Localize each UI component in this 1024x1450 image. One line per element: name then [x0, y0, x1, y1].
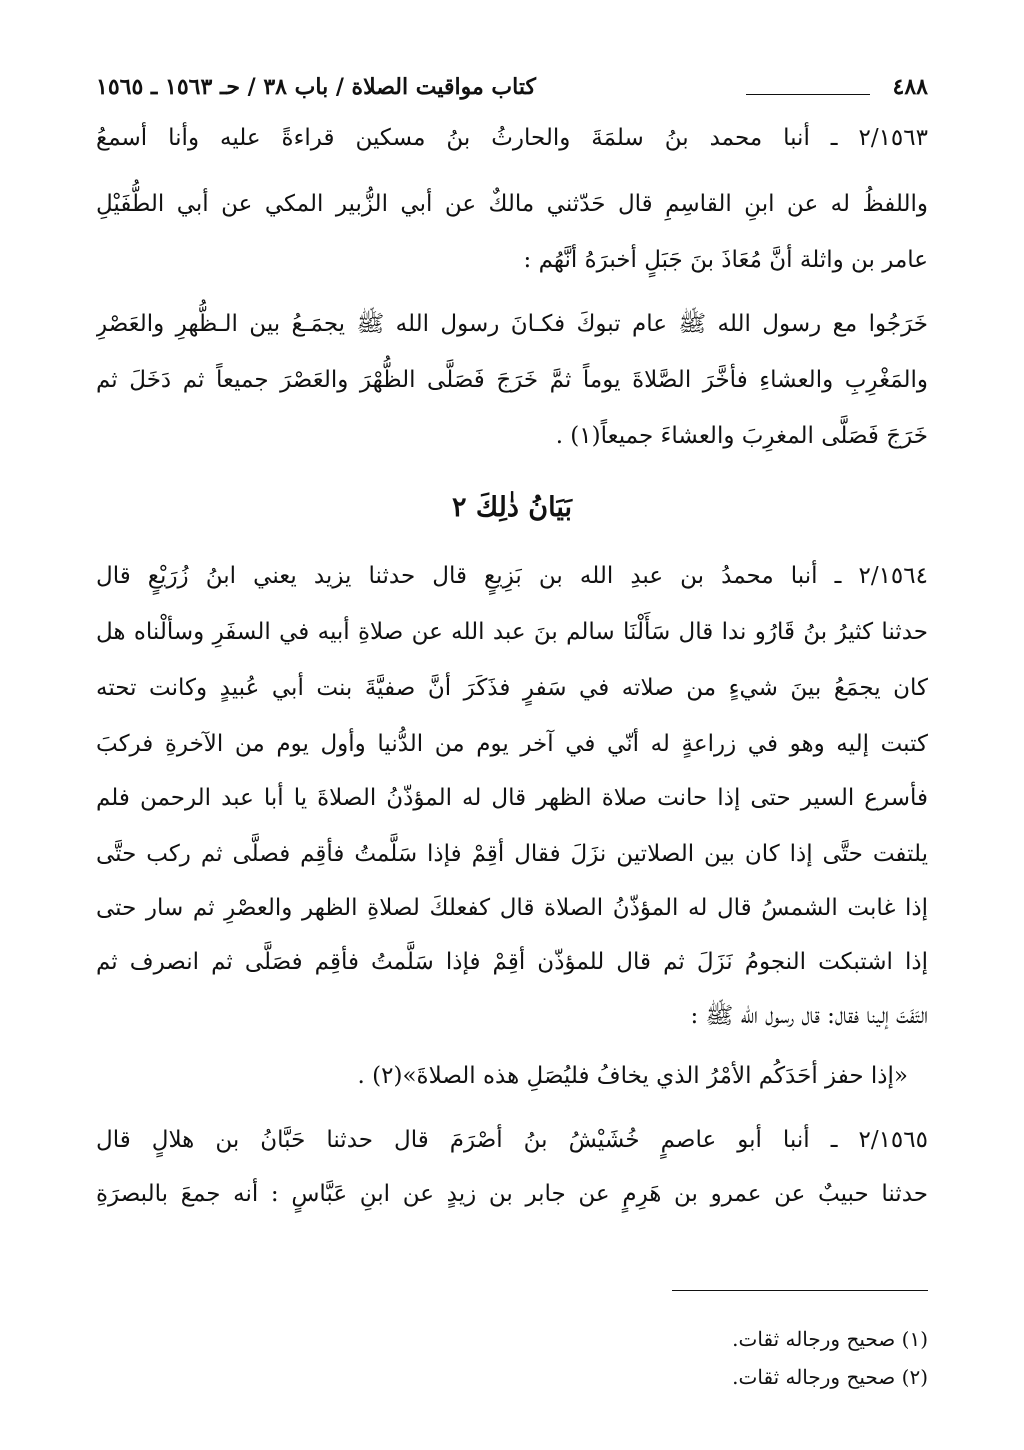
text-line: التَفَتَ إلينا فقال: قال رسول الله ﷺ : [690, 1003, 928, 1029]
text-line: ٢/١٥٦٤ ـ أنبا محمدُ بن عبدِ الله بن بَزِيعٍ قال حدثنا يزيد يعني ابنُ زُرَيْعٍ قال [96, 563, 928, 589]
footnote: (١) صحيح ورجاله ثقات. [732, 1327, 928, 1351]
text-line: عامر بن واثلة أنَّ مُعَاذَ بنَ جَبَلٍ أخبرَهُ أنَّهُم : [523, 247, 928, 273]
text-line: والمَغْرِبِ والعشاءِ فأخَّرَ الصَّلاةَ يوماً ثمَّ خَرَجَ فَصَلَّى الظُّهْرَ والعَصْرَ جميعاً ثم دَخَلَ ثم [96, 367, 928, 393]
text-line: ٢/١٥٦٣ ـ أنبا محمد بنُ سلمَةَ والحارثُ بنُ مسكين قراءةً عليه وأنا أسمعُ [96, 125, 928, 151]
text-line: حدثنا كثيرُ بنُ قَارُو ندا قال سَأَلْنَا سالم بنَ عبد الله عن صلاةِ أبيه في السفَرِ وسألْناه هل [96, 619, 928, 645]
header-rule [746, 94, 870, 95]
text-line: حدثنا حبيبٌ عن عمرو بن هَرِمٍ عن جابر بن زيدٍ عن ابنِ عَبَّاسٍ : أنه جمعَ بالبصرَةِ [96, 1181, 928, 1207]
footnote: (٢) صحيح ورجاله ثقات. [732, 1365, 928, 1389]
text-line: ٢/١٥٦٥ ـ أنبا أبو عاصمٍ خُشَيْشُ بنُ أصْرَمَ قال حدثنا حَبَّانُ بن هلالٍ قال [96, 1127, 928, 1153]
text-line: واللفظُ له عن ابنِ القاسِمِ قال حَدّثني مالكٌ عن أبي الزُّبير المكي عن أبي الطُّفَيْلِ [96, 191, 928, 217]
text-line: إذا اشتبكت النجومُ نَزَلَ ثم قال للمؤذّن أقِمْ فإذا سَلَّمتُ فأقِم فصَلَّى ثم انصرف ثم [96, 949, 928, 975]
text-line: يلتفت حتَّى إذا كان بين الصلاتين نزَلَ فقال أقِمْ فإذا سَلَّمتُ فأقِم فصلَّى ثم ركب حتَّى [96, 841, 928, 867]
section-heading: بَيَانُ ذٰلِكَ ٢ [451, 492, 573, 523]
text-line: خَرَجَ فَصَلَّى المغرِبَ والعشاءَ جميعاً(١) . [555, 423, 928, 449]
page-number: ٤٨٨ [892, 74, 928, 100]
text-line: إذا غابت الشمسُ قال له المؤذّنُ الصلاة قال كفعلكَ لصلاةِ الظهر والعصْرِ ثم سار حتى [96, 895, 928, 921]
footnote-rule [672, 1290, 928, 1291]
hadith-quote: «إذا حفز أحَدَكُم الأمْرُ الذي يخافُ فليُصَلِ هذه الصلاةَ»(٢) . [357, 1063, 908, 1089]
running-title: كتاب مواقيت الصلاة / باب ٣٨ / حـ ١٥٦٣ ـ ١٥٦٥ [96, 74, 536, 100]
text-line: كان يجمَعُ بينَ شيءٍ من صلاته في سَفرٍ فذَكَرَ أنَّ صفيَّةَ بنت أبي عُبيدٍ وكانت تحته [96, 675, 928, 701]
text-line: خَرَجُوا مع رسول الله ﷺ عام تبوكَ فكـانَ رسول الله ﷺ يجمَـعُ بين الـظُّهرِ والعَصْرِ [96, 311, 928, 337]
text-line: كتبت إليه وهو في زراعةٍ له أنّي في آخر يوم من الدُّنيا وأول يوم من الآخرةِ فركبَ [96, 731, 928, 757]
running-header [96, 72, 928, 112]
text-line: فأسرع السير حتى إذا حانت صلاة الظهر قال له المؤذّنُ الصلاةَ يا أبا عبد الرحمن فلم [96, 785, 928, 811]
